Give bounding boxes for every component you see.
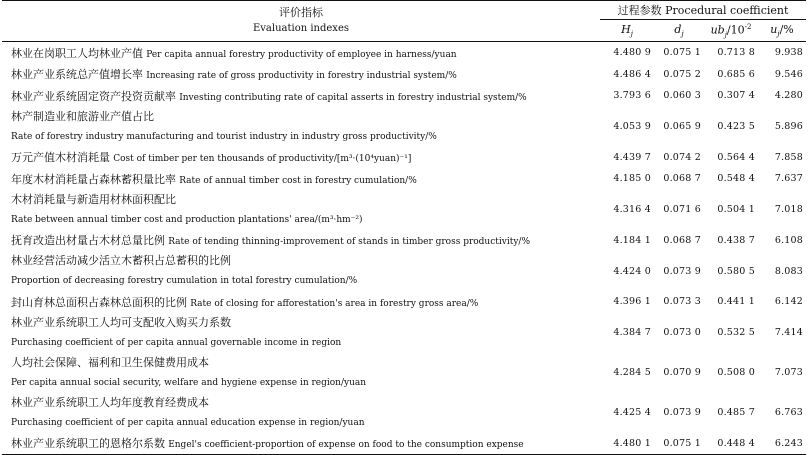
value-ub: 0.564 4 [717,151,755,163]
col-d-header: $d_j$ [654,20,704,42]
value-u: 7.858 [774,151,804,163]
table-row [2,251,806,291]
index-name-zh: 林业在岗职工人均林业产值 [11,46,143,60]
value-ub: 0.504 1 [717,204,755,215]
index-name-en: Rate of closing for afforestation's area in forestry gross area/% [190,298,479,309]
index-name-zh: 封山育林总面积占森林总面积的比例 [11,295,187,309]
index-cell [2,433,600,455]
value-ub: 0.485 7 [717,407,755,418]
value-u: 9.546 [774,68,804,80]
index-name-zh: 人均社会保障、福利和卫生保健费用成本 [11,355,209,369]
value-u: 9.938 [774,47,804,59]
value-u: 5.896 [774,121,804,132]
value-u: 7.073 [774,367,804,378]
value-ub: 0.448 4 [704,433,758,455]
value-h: 3.793 6 [613,90,651,102]
index-name-en: Purchasing coefficient of per capita annual governable income in region [11,337,342,348]
value-h: 4.424 0 [613,265,651,277]
index-name-zh: 林产制造业和旅游业产值占比 [11,109,154,123]
value-ub: 0.508 0 [717,367,755,378]
value-d: 0.074 2 [663,151,701,163]
value-d: 0.071 6 [663,204,701,215]
table-row [2,190,806,230]
table-row [2,168,806,190]
value-h: 4.480 9 [613,47,651,59]
index-name-en: Per capita annual forestry productivity of employee in harness/yuan [146,49,457,60]
index-name-zh: 抚育改造出材量占木材总量比例 [11,234,165,248]
value-ub: 0.307 4 [717,90,755,102]
index-name-zh: 年度木材消耗量占森林蓄积量比率 [11,172,176,186]
table-row [2,291,806,313]
col-ub-header: $ub_j/10^{-2}$ [704,20,758,42]
value-h: 4.284 5 [613,367,651,378]
value-ub: 0.548 4 [717,173,755,185]
value-d: 0.075 1 [654,433,704,455]
value-u: 6.243 [758,433,806,455]
index-name-en: Rate of tending thinning-improvement of stands in timber gross productivity/% [168,237,531,248]
index-name-zh: 林业产业系统总产值增长率 [11,68,143,82]
value-ub: 0.423 5 [717,121,755,132]
value-h: 4.053 9 [613,121,651,132]
value-d: 0.068 7 [663,234,701,246]
index-header-en: Evaluation indexes [252,23,349,34]
index-name-zh: 林业产业系统职工人均可支配收入购买力系数 [11,315,231,329]
index-name-en: Rate between annual timber cost and production plantations' area/(m³·hm⁻²) [11,214,363,225]
index-cell [2,42,600,64]
table-row [2,230,806,252]
index-header-zh: 评价指标 [279,6,323,19]
value-d: 0.073 9 [663,407,701,418]
value-u: 6.142 [774,296,804,308]
table-row [2,64,806,86]
value-ub: 0.441 1 [717,296,755,308]
table-row [2,147,806,169]
value-d: 0.073 9 [663,265,701,277]
index-name-zh: 林业产业系统职工的恩格尔系数 [11,437,165,451]
col-h-header: $H_j$ [600,20,654,42]
value-d: 0.070 9 [663,367,701,378]
index-name-en: Proportion of decreasing forestry cumulation in total forestry cumulation/% [11,276,358,286]
index-cell [2,291,600,313]
value-u: 7.414 [774,327,804,338]
value-h: 4.480 1 [600,433,654,455]
value-ub: 0.532 5 [717,327,755,338]
index-name-en: Investing contributing rate of capital asserts in forestry industrial system/% [179,92,527,103]
index-cell [2,107,600,147]
value-h: 4.185 0 [613,173,651,185]
value-d: 0.075 1 [663,47,701,59]
index-name-zh: 林业经营活动减少活立木蓄积占总蓄积的比例 [11,254,231,267]
table-row [2,85,806,107]
table-row [2,42,806,64]
value-u: 8.083 [774,265,804,277]
index-cell [2,85,600,107]
value-d: 0.068 7 [663,173,701,185]
value-ub: 0.580 5 [717,265,755,277]
value-d: 0.060 3 [663,90,701,102]
table-row [2,393,806,433]
value-h: 4.384 7 [613,327,651,338]
index-cell [2,251,600,291]
index-name-en: Cost of timber per ten thousands of productivity/[m³·(10⁴yuan)⁻¹] [113,154,412,165]
index-name-en: Increasing rate of gross productivity in forestry industrial system/% [146,71,457,82]
index-name-zh: 林业产业系统固定资产投资贡献率 [11,89,176,103]
index-cell [2,353,600,393]
value-h: 4.486 4 [613,68,651,80]
index-cell [2,190,600,230]
value-h: 4.439 7 [613,151,651,163]
index-name-en: Rate of forestry industry manufacturing and tourist industry in industry gross productivity/% [11,131,437,142]
table-row [2,433,806,455]
index-name-en: Purchasing coefficient of per capita annual education expense in region/yuan [11,417,365,428]
value-h: 4.396 1 [613,296,651,308]
value-h: 4.316 4 [613,204,651,215]
value-ub: 0.685 6 [717,68,755,80]
index-cell [2,64,600,86]
index-cell [2,168,600,190]
table-row [2,313,806,353]
index-cell [2,393,600,433]
value-ub: 0.438 7 [717,234,755,246]
col-u-header: $u_j/\%$ [758,20,806,42]
procedural-coefficient-header: 过程参数 Procedural coefficient [600,1,806,20]
value-u: 4.280 [774,90,804,102]
value-h: 4.184 1 [613,234,651,246]
value-d: 0.065 9 [663,121,701,132]
index-name-en: Per capita annual social security, welfare and hygiene expense in region/yuan [11,377,367,388]
index-column-header [2,1,600,42]
index-name-en: Engel's coefficient-proportion of expense on food to the consumption expense [168,440,524,451]
index-name-en: Rate of annual timber cost in forestry cumulation/% [179,175,417,186]
value-h: 4.425 4 [613,407,651,418]
value-u: 6.763 [774,407,804,418]
value-d: 0.073 0 [663,327,701,338]
index-cell [2,313,600,353]
value-u: 7.637 [774,173,804,185]
index-name-zh: 木材消耗量与新造用材林面积配比 [11,192,176,206]
value-d: 0.075 2 [663,68,701,80]
evaluation-table [2,0,806,455]
value-u: 6.108 [774,234,804,246]
table-body [2,42,806,455]
index-cell [2,230,600,252]
index-name-zh: 万元产值木材消耗量 [11,151,110,165]
value-u: 7.018 [774,204,804,215]
table-row [2,107,806,147]
table-row [2,353,806,393]
index-name-zh: 林业产业系统职工人均年度教育经费成本 [11,395,209,409]
value-ub: 0.713 8 [717,47,755,59]
index-cell [2,147,600,169]
value-d: 0.073 3 [663,296,701,308]
